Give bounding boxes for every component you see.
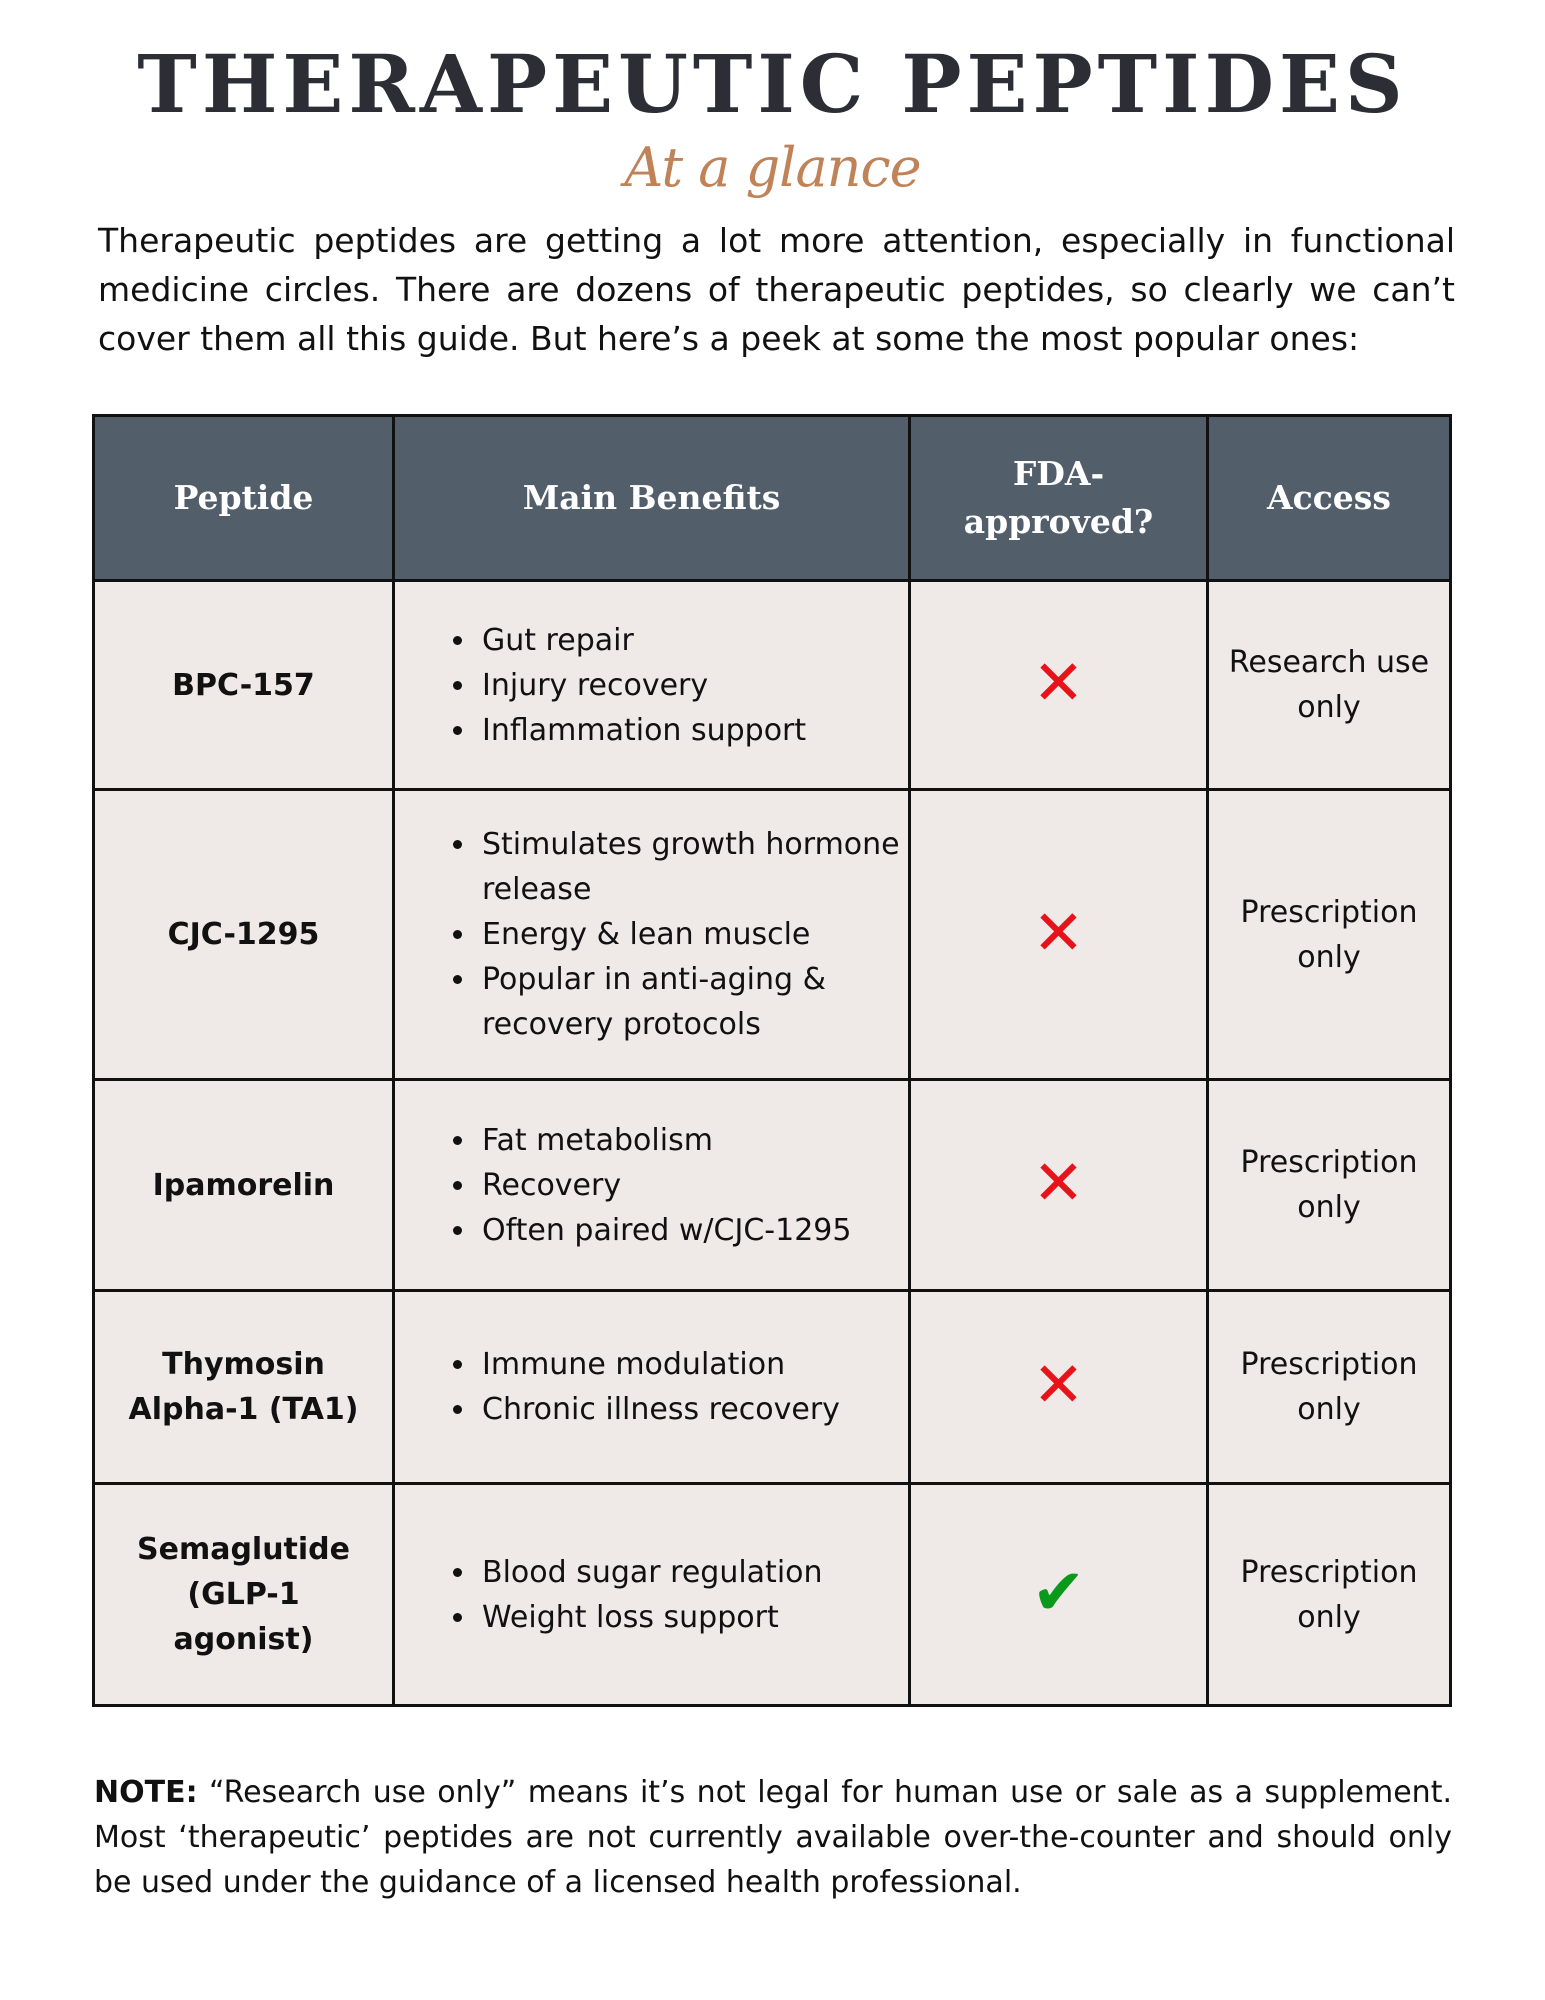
access-cell <box>1208 1080 1451 1291</box>
access-cell <box>1208 581 1451 790</box>
note-label: NOTE: <box>94 1775 198 1810</box>
x-icon: ✕ <box>1032 1348 1085 1421</box>
benefit-item: • Immune modulation <box>478 1342 907 1387</box>
benefit-item: • Popular in anti-aging & recovery protocols <box>478 957 907 1047</box>
check-icon: ✔ <box>1031 1555 1086 1630</box>
fda-cell <box>910 1291 1208 1484</box>
benefits-cell <box>394 581 910 790</box>
benefit-item: • Gut repair <box>478 618 907 663</box>
access-text: Research use only <box>1228 645 1430 725</box>
page-title: THERAPEUTIC PEPTIDES <box>137 37 1408 131</box>
header-benefits: Main Benefits <box>394 416 910 581</box>
table-row <box>94 1484 1451 1706</box>
peptide-name: Ipamorelin <box>94 1080 394 1291</box>
access-cell <box>1208 1484 1451 1706</box>
benefit-item: • Chronic illness recovery <box>478 1387 907 1432</box>
x-icon: ✕ <box>1032 646 1085 719</box>
x-icon: ✕ <box>1032 1146 1085 1219</box>
benefits-cell <box>394 1484 910 1706</box>
note <box>94 1770 1452 1905</box>
access-cell <box>1208 1291 1451 1484</box>
table-row <box>94 1080 1451 1291</box>
access-text: Prescription only <box>1240 1145 1418 1225</box>
fda-cell <box>910 1484 1208 1706</box>
benefits-cell <box>394 790 910 1080</box>
benefit-item: • Often paired w/CJC-1295 <box>478 1208 907 1253</box>
benefits-list <box>396 618 907 753</box>
benefits-cell <box>394 1291 910 1484</box>
benefit-item: • Inflammation support <box>478 708 907 753</box>
header-access: Access <box>1208 416 1451 581</box>
access-text: Prescription only <box>1240 1347 1418 1427</box>
benefits-list <box>396 1342 907 1432</box>
subtitle-script: At a glance <box>624 136 921 199</box>
header-peptide: Peptide <box>94 416 394 581</box>
table-row <box>94 790 1451 1080</box>
table-row <box>94 1291 1451 1484</box>
benefit-item: • Weight loss support <box>478 1595 907 1640</box>
header-fda: FDA-approved? <box>910 416 1208 581</box>
access-text: Prescription only <box>1240 1554 1418 1635</box>
table-row <box>94 581 1451 790</box>
fda-cell <box>910 790 1208 1080</box>
x-icon: ✕ <box>1032 895 1085 969</box>
table-header-row <box>94 416 1451 581</box>
benefits-cell <box>394 1080 910 1291</box>
note-text: “Research use only” means it’s not legal for human use or sale as a supplement. Most ‘therapeutic’ peptides are not currently available over-the-counter and should only be used under the guidance of a licensed health professional. <box>94 1775 1452 1900</box>
benefit-item: • Blood sugar regulation <box>478 1550 907 1595</box>
peptide-name: Thymosin Alpha-1 (TA1) <box>94 1291 394 1484</box>
peptide-table <box>92 414 1452 1707</box>
fda-cell <box>910 1080 1208 1291</box>
peptide-name: BPC-157 <box>94 581 394 790</box>
access-text: Prescription only <box>1240 894 1418 975</box>
fda-cell <box>910 581 1208 790</box>
intro-paragraph: Therapeutic peptides are getting a lot more attention, especially in functional medicine circles. There are dozens of therapeutic peptides, so clearly we can’t cover them all this guide. But here’s a peek at some the most popular ones: <box>98 221 1455 358</box>
peptide-name: CJC-1295 <box>94 790 394 1080</box>
benefits-list <box>396 822 907 1047</box>
benefit-item: • Fat metabolism <box>478 1118 907 1163</box>
peptide-name: Semaglutide (GLP-1 agonist) <box>94 1484 394 1706</box>
access-cell <box>1208 790 1451 1080</box>
benefits-list <box>396 1550 907 1640</box>
benefit-item: • Recovery <box>478 1163 907 1208</box>
benefit-item: • Energy & lean muscle <box>478 912 907 957</box>
benefit-item: • Injury recovery <box>478 663 907 708</box>
benefit-item: • Stimulates growth hormone release <box>478 822 907 912</box>
benefits-list <box>396 1118 907 1253</box>
